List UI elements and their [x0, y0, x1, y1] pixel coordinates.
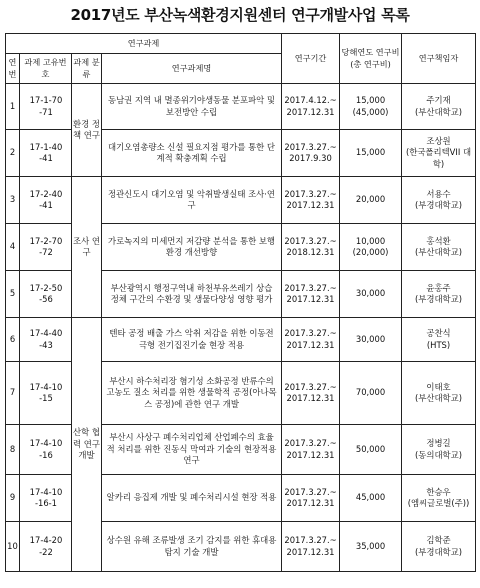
- project-researcher-text: 이태호: [426, 381, 451, 392]
- project-budget-text: (20,000): [352, 247, 389, 257]
- project-researcher-text: (부산대학교): [415, 247, 463, 257]
- project-code-text: 17-4-20 -22: [29, 535, 63, 557]
- row-number-text: 8: [9, 443, 16, 454]
- project-researcher-text: (동의대학교): [415, 449, 463, 460]
- project-budget: [340, 271, 402, 318]
- project-researcher: [402, 318, 476, 362]
- project-code: [20, 475, 72, 522]
- row-number-text: 10: [7, 540, 18, 551]
- header-no: 연번: [6, 54, 20, 84]
- project-period: [282, 130, 340, 177]
- row-number: [6, 475, 20, 522]
- header-code: 과제 고유번호: [20, 54, 72, 84]
- research-project-table: [5, 33, 476, 572]
- project-budget: [340, 362, 402, 425]
- project-code: [20, 425, 72, 475]
- project-budget: [340, 475, 402, 522]
- project-budget-text: 35,000: [355, 540, 386, 551]
- project-researcher: [402, 84, 476, 130]
- project-period-text: 2017.12.31: [286, 546, 335, 557]
- project-period-text: 2017.3.27.~: [284, 486, 337, 497]
- row-number-text: 7: [9, 387, 16, 398]
- header-topic-name: 연구과제명: [102, 54, 282, 84]
- row-number: [6, 522, 20, 572]
- project-topic-text: 부산시 하수처리장 혐기성 소화공정 반류수의 고농도 질소 처리를 위한 생물학적 공정(아나목스 공정)에 관한 연구 개발: [106, 375, 277, 409]
- row-number: [6, 362, 20, 425]
- project-researcher-text: 조상원: [426, 135, 451, 146]
- project-researcher-text: (부산대학교): [415, 393, 463, 403]
- row-number: [6, 425, 20, 475]
- project-code: [20, 318, 72, 362]
- project-researcher-text: 윤홍주: [426, 282, 451, 293]
- project-code: [20, 130, 72, 177]
- project-topic: [102, 130, 282, 177]
- row-number-text: 4: [9, 241, 16, 252]
- project-category: [72, 318, 102, 572]
- row-number: [6, 318, 20, 362]
- project-period-text: 2017.3.27.~: [284, 282, 337, 293]
- project-budget: [340, 224, 402, 271]
- project-researcher: [402, 425, 476, 475]
- project-topic: [102, 522, 282, 572]
- project-budget-text: 10,000: [355, 235, 386, 246]
- project-code: [20, 84, 72, 130]
- project-period: [282, 362, 340, 425]
- project-budget-text: 50,000: [355, 443, 386, 454]
- project-researcher: [402, 177, 476, 224]
- project-code: [20, 224, 72, 271]
- project-period-text: 2017.4.12.~: [284, 95, 337, 106]
- project-period-text: 2017.12.31: [286, 106, 335, 117]
- project-code: [20, 271, 72, 318]
- project-researcher-text: 김학준: [426, 535, 451, 546]
- project-code: [20, 522, 72, 572]
- row-number: [6, 84, 20, 130]
- header-research-group: 연구과제: [6, 34, 282, 54]
- header-category: 과제 분류: [72, 54, 102, 84]
- project-period: [282, 84, 340, 130]
- project-budget: [340, 130, 402, 177]
- project-category: [72, 84, 102, 177]
- table-row: [6, 84, 476, 130]
- project-budget-text: 20,000: [355, 194, 386, 205]
- project-researcher-text: (한국폴리텍VII 대학): [405, 147, 472, 169]
- project-code-text: 17-1-70 -71: [29, 95, 63, 117]
- project-budget-text: 45,000: [355, 492, 386, 503]
- project-researcher-text: (부산대학교): [415, 106, 463, 117]
- header-period: 연구기간: [282, 34, 340, 84]
- project-period-text: 2017.3.27.~: [284, 141, 337, 152]
- project-topic-text: 동남권 지역 내 멸종위기야생동물 분포파악 및 보전방안 수립: [107, 95, 276, 117]
- project-topic-text: 부산광역시 행정구역내 하천부유쓰레기 상습 정체 구간의 수환경 및 생물다양성 영향 평가: [110, 282, 273, 304]
- project-topic-text: 가로녹지의 미세먼지 저감량 분석을 통한 보행환경 개선방향: [107, 235, 276, 257]
- project-topic-text: 상수원 유해 조류발생 조기 감지를 위한 휴대용 탐지 기술 개발: [106, 535, 277, 557]
- project-researcher: [402, 271, 476, 318]
- project-period-text: 2017.12.31: [286, 200, 335, 210]
- project-researcher: [402, 522, 476, 572]
- project-budget: [340, 318, 402, 362]
- project-code-text: 17-4-10 -15: [29, 381, 63, 403]
- project-researcher: [402, 224, 476, 271]
- project-period-text: 2017.3.27.~: [284, 328, 337, 339]
- project-budget-text: (45,000): [352, 106, 389, 117]
- row-number: [6, 224, 20, 271]
- project-budget-text: 15,000: [355, 95, 386, 106]
- project-period: [282, 318, 340, 362]
- project-researcher-text: 공찬식: [426, 328, 451, 339]
- project-researcher-text: 한승우: [426, 486, 451, 497]
- project-period-text: 2017.9.30: [289, 153, 332, 163]
- project-period-text: 2017.3.27.~: [284, 188, 337, 199]
- project-researcher-text: 주기재: [426, 95, 451, 106]
- project-code: [20, 362, 72, 425]
- project-budget-text: 70,000: [355, 387, 386, 398]
- project-period-text: 2017.12.31: [286, 449, 335, 460]
- project-researcher-text: 홍석환: [426, 235, 451, 246]
- project-period-text: 2018.12.31: [286, 247, 335, 257]
- project-period: [282, 224, 340, 271]
- project-period-text: 2017.12.31: [286, 498, 335, 508]
- project-period: [282, 522, 340, 572]
- project-topic: [102, 177, 282, 224]
- row-number-text: 5: [9, 288, 16, 299]
- project-period: [282, 475, 340, 522]
- project-budget: [340, 84, 402, 130]
- project-researcher-text: (부경대학교): [415, 200, 463, 210]
- project-topic: [102, 425, 282, 475]
- row-number-text: 9: [9, 492, 16, 503]
- row-number: [6, 130, 20, 177]
- project-code-text: 17-2-70 -72: [29, 235, 63, 257]
- row-number-text: 6: [9, 333, 16, 344]
- project-topic-text: 대기오염총량소 신설 필요지점 평가를 통한 단계적 확충계획 수립: [107, 141, 276, 163]
- row-number-text: 2: [9, 147, 16, 158]
- project-code-text: 17-4-40 -43: [29, 328, 63, 350]
- project-researcher-text: 정병길: [426, 438, 451, 449]
- project-period-text: 2017.12.31: [286, 294, 335, 304]
- row-number-text: 1: [9, 100, 16, 111]
- project-topic: [102, 475, 282, 522]
- project-budget-text: 30,000: [355, 288, 386, 299]
- table-row: [6, 177, 476, 224]
- project-period-text: 2017.3.27.~: [284, 438, 337, 449]
- project-budget-text: 30,000: [355, 333, 386, 344]
- project-category-text: 산학 협력 연구 개발: [73, 427, 100, 461]
- document-title: 2017년도 부산녹색환경지원센터 연구개발사업 목록: [70, 6, 410, 24]
- project-researcher-text: (엠씨글로벌(주)): [407, 498, 470, 508]
- project-category-text: 조사 연구: [73, 235, 100, 257]
- project-period-text: 2017.3.27.~: [284, 535, 337, 546]
- project-code-text: 17-4-10 -16: [29, 438, 63, 460]
- header-budget: 당해연도 연구비 (총 연구비): [340, 34, 402, 84]
- project-code-text: 17-2-50 -56: [29, 282, 63, 304]
- project-budget: [340, 425, 402, 475]
- project-topic: [102, 318, 282, 362]
- project-budget-text: 15,000: [355, 147, 386, 158]
- project-period-text: 2017.12.31: [286, 339, 335, 350]
- project-topic: [102, 362, 282, 425]
- row-number: [6, 177, 20, 224]
- project-topic-text: 텐타 공정 배출 가스 악취 저감을 위한 이동전극형 전기집진기술 현장 적용: [109, 328, 274, 350]
- project-period-text: 2017.3.27.~: [284, 381, 337, 392]
- project-researcher-text: (부경대학교): [415, 294, 463, 304]
- project-researcher-text: (HTS): [426, 339, 451, 350]
- project-code: [20, 177, 72, 224]
- project-researcher: [402, 362, 476, 425]
- header-researcher: 연구책임자: [402, 34, 476, 84]
- project-researcher-text: 서용수: [426, 188, 451, 199]
- project-period-text: 2017.12.31: [286, 393, 335, 403]
- project-researcher: [402, 130, 476, 177]
- project-code-text: 17-4-10 -16-1: [29, 486, 63, 508]
- table-row: [6, 318, 476, 362]
- project-topic-text: 정관신도시 대기오염 및 악취발생실태 조사·연구: [107, 188, 276, 210]
- project-code-text: 17-1-40 -41: [29, 141, 63, 163]
- project-budget: [340, 522, 402, 572]
- project-category: [72, 177, 102, 318]
- project-topic: [102, 84, 282, 130]
- project-topic: [102, 224, 282, 271]
- project-topic-text: 알카리 응집제 개발 및 폐수처리시설 현장 적용: [106, 492, 277, 503]
- project-period: [282, 425, 340, 475]
- row-number: [6, 271, 20, 318]
- project-period: [282, 177, 340, 224]
- project-category-text: 환경 정책 연구: [73, 118, 100, 140]
- project-period-text: 2017.3.27.~: [284, 235, 337, 246]
- row-number-text: 3: [9, 194, 16, 205]
- project-researcher-text: (부경대학교): [415, 546, 463, 557]
- project-researcher: [402, 475, 476, 522]
- project-code-text: 17-2-40 -41: [29, 188, 63, 210]
- project-budget: [340, 177, 402, 224]
- project-topic: [102, 271, 282, 318]
- project-topic-text: 부산시 사상구 폐수처리업체 산업폐수의 효율적 처리를 위한 진동식 막여과 기술의 현장적용 연구: [106, 432, 277, 466]
- project-period: [282, 271, 340, 318]
